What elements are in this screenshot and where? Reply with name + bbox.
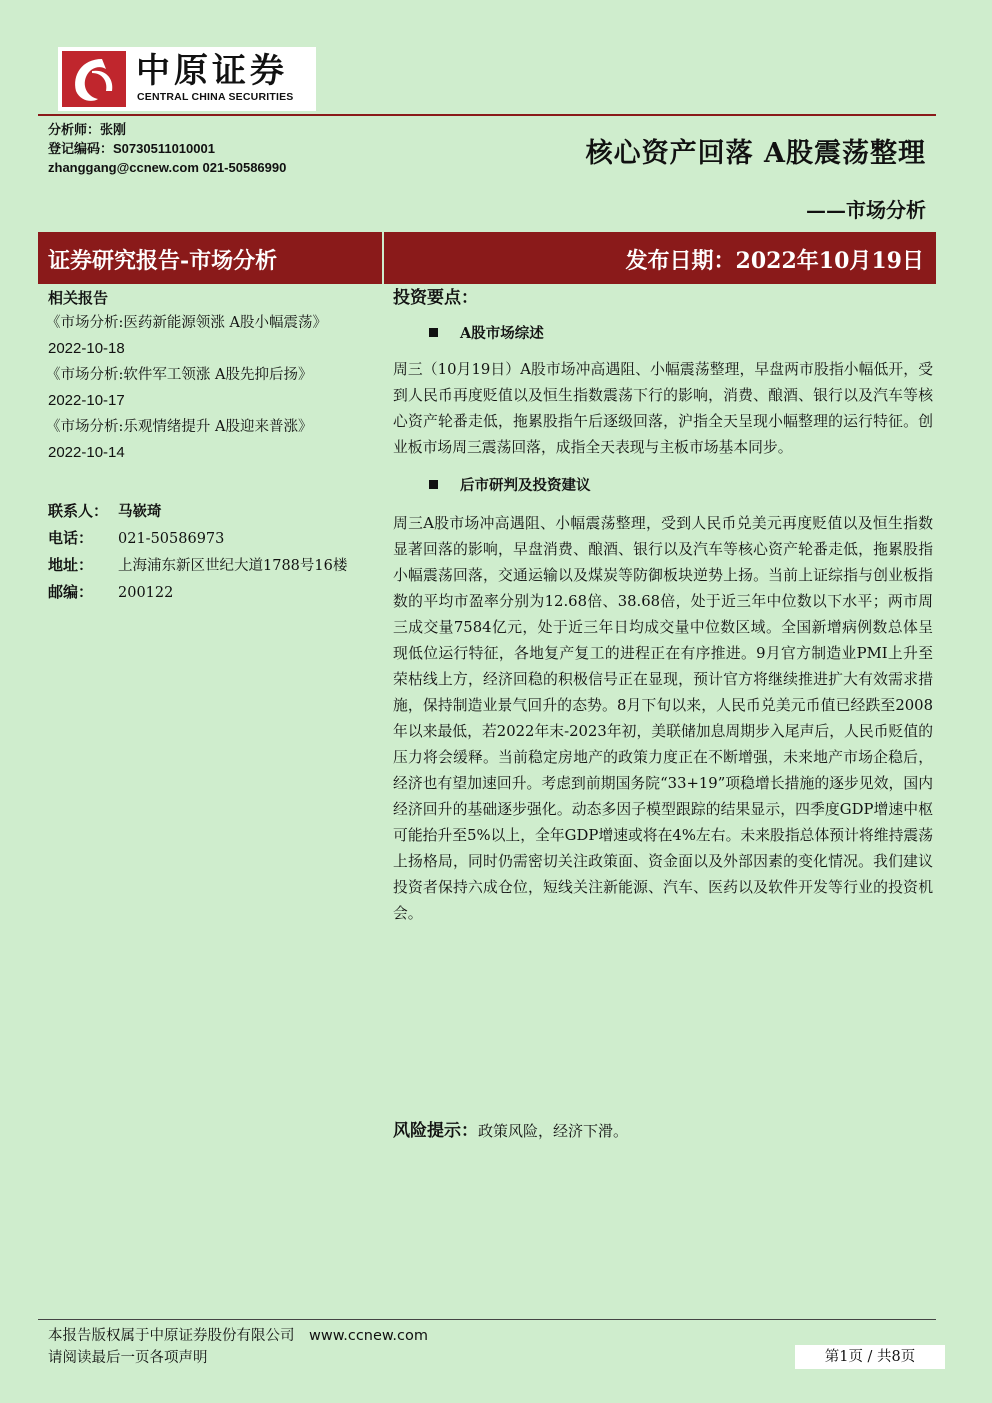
- risk-label: 风险提示：: [393, 1121, 478, 1141]
- related-report-item: [48, 362, 382, 414]
- page-indicator: 第1页 / 共8页: [795, 1345, 945, 1369]
- related-report-date: 2022-10-18: [48, 340, 125, 357]
- analyst-label: 分析师：: [48, 122, 101, 137]
- investment-heading: 投资要点：: [393, 288, 478, 308]
- report-banner: [38, 232, 936, 284]
- analyst-contact: zhanggang@ccnew.com 021-50586990: [48, 160, 287, 175]
- contact-person-label: 联系人：: [48, 502, 109, 520]
- banner-divider: [382, 232, 384, 284]
- contact-person-row: [48, 498, 347, 525]
- contact-zip-label: 邮编：: [48, 583, 94, 601]
- report-subtitle: ——市场分析: [806, 198, 926, 222]
- contact-person-name: 马嵚琦: [118, 503, 162, 520]
- contact-phone-label: 电话：: [48, 529, 94, 547]
- related-report-date: 2022-10-17: [48, 392, 125, 409]
- related-report-title[interactable]: 《市场分析:医药新能源领涨 A股小幅震荡》: [46, 315, 327, 331]
- square-bullet-icon: [429, 328, 438, 337]
- risk-text: 政策风险，经济下滑。: [478, 1122, 629, 1140]
- logo-mark-icon: [62, 51, 126, 107]
- related-report-title[interactable]: 《市场分析:软件军工领涨 A股先抑后扬》: [46, 367, 313, 383]
- registration-code: S0730511010001: [113, 141, 215, 156]
- analyst-info: [48, 120, 286, 177]
- related-reports-heading: 相关报告: [48, 289, 109, 307]
- section-paragraph: 周三A股市场冲高遇阻、小幅震荡整理，受到人民币兑美元再度贬值以及恒生指数显著回落的影响，早盘消费、酿酒、银行以及汽车等核心资产轮番走低，拖累股指小幅震荡回落，交通运输以及煤炭等防御板块逆势上扬。当前上证综指与创业板指数的平均市盈率分别为12.68倍、38.68倍，处于近三年中位数以下水平；两市周三成交量7584亿元，处于近三年日均成交量中位数区域。全国新增病例数总体呈现低位运行特征，各地复产复工的进程正在有序推进。9月官方制造业PMI上升至荣枯线上方，经济回稳的积极信号正在显现，预计官方将继续推进扩大有效需求措施，保持制造业景气回升的态势。8月下旬以来，人民币兑美元币值已经跌至2008年以来最低，若2022年末-2023年初，美联储加息周期步入尾声后，人民币贬值的压力将会缓释。当前稳定房地产的政策力度正在不断增强，未来地产市场企稳后，经济也有望加速回升。考虑到前期国务院“33+19”项稳增长措施的逐步见效，国内经济回升的基础逐步强化。动态多因子模型跟踪的结果显示，四季度GDP增速中枢可能抬升至5%以上，全年GDP增速或将在4%左右。未来股指总体预计将维持震荡上扬格局，同时仍需密切关注政策面、资金面以及外部因素的变化情况。我们建议投资者保持六成仓位，短线关注新能源、汽车、医药以及软件开发等行业的投资机会。: [393, 515, 933, 922]
- contact-zip-value: 200122: [118, 585, 174, 601]
- report-category: 证券研究报告-市场分析: [48, 248, 278, 274]
- footer-disclaimer: 请阅读最后一页各项声明: [48, 1350, 208, 1366]
- section-title: A股市场综述: [460, 325, 544, 342]
- logo-name-en: CENTRAL CHINA SECURITIES: [137, 91, 294, 103]
- section-title: 后市研判及投资建议: [460, 477, 591, 494]
- related-report-item: [48, 414, 382, 466]
- report-title: 核心资产回落 A股震荡整理: [585, 138, 926, 169]
- contact-address-row: [48, 552, 347, 579]
- section-paragraph: 周三（10月19日）A股市场冲高遇阻、小幅震荡整理，早盘两市股指小幅低开，受到人民币再度贬值以及恒生指数震荡下行的影响，消费、酿酒、银行以及汽车等核心资产轮番走低，拖累股指午后逐级回落，沪指全天呈现小幅整理的运行特征。创业板市场周三震荡回落，成指全天表现与主板市场基本同步。: [393, 361, 933, 456]
- publish-date: 发布日期：2022年10月19日: [625, 248, 924, 274]
- company-logo: [58, 47, 316, 111]
- footer-rule: [38, 1319, 936, 1320]
- investment-highlights: [393, 285, 933, 927]
- logo-name-cn: 中原证券: [136, 51, 288, 91]
- analyst-name-line: [48, 120, 286, 139]
- risk-warning: [393, 1116, 628, 1141]
- related-report-title[interactable]: 《市场分析:乐观情绪提升 A股迎来普涨》: [46, 419, 313, 435]
- related-report-item: [48, 310, 382, 362]
- footer-copyright: 本报告版权属于中原证券股份有限公司 www.ccnew.com: [48, 1328, 429, 1344]
- related-reports: [48, 286, 382, 466]
- contact-address-value: 上海浦东新区世纪大道1788号16楼: [118, 558, 348, 574]
- registration-line: [48, 139, 286, 158]
- section-heading: [429, 473, 933, 499]
- registration-label: 登记编码：: [48, 141, 114, 156]
- contact-zip-row: [48, 579, 347, 606]
- header-rule: [38, 114, 936, 116]
- contact-address-label: 地址：: [48, 556, 94, 574]
- footer-notes: [48, 1325, 428, 1369]
- contact-info: [48, 498, 347, 606]
- contact-phone-row: [48, 525, 347, 552]
- analyst-name: 张刚: [100, 122, 127, 137]
- section-heading: [429, 321, 933, 347]
- square-bullet-icon: [429, 480, 438, 489]
- related-report-date: 2022-10-14: [48, 444, 125, 461]
- contact-phone-value: 021-50586973: [118, 531, 225, 547]
